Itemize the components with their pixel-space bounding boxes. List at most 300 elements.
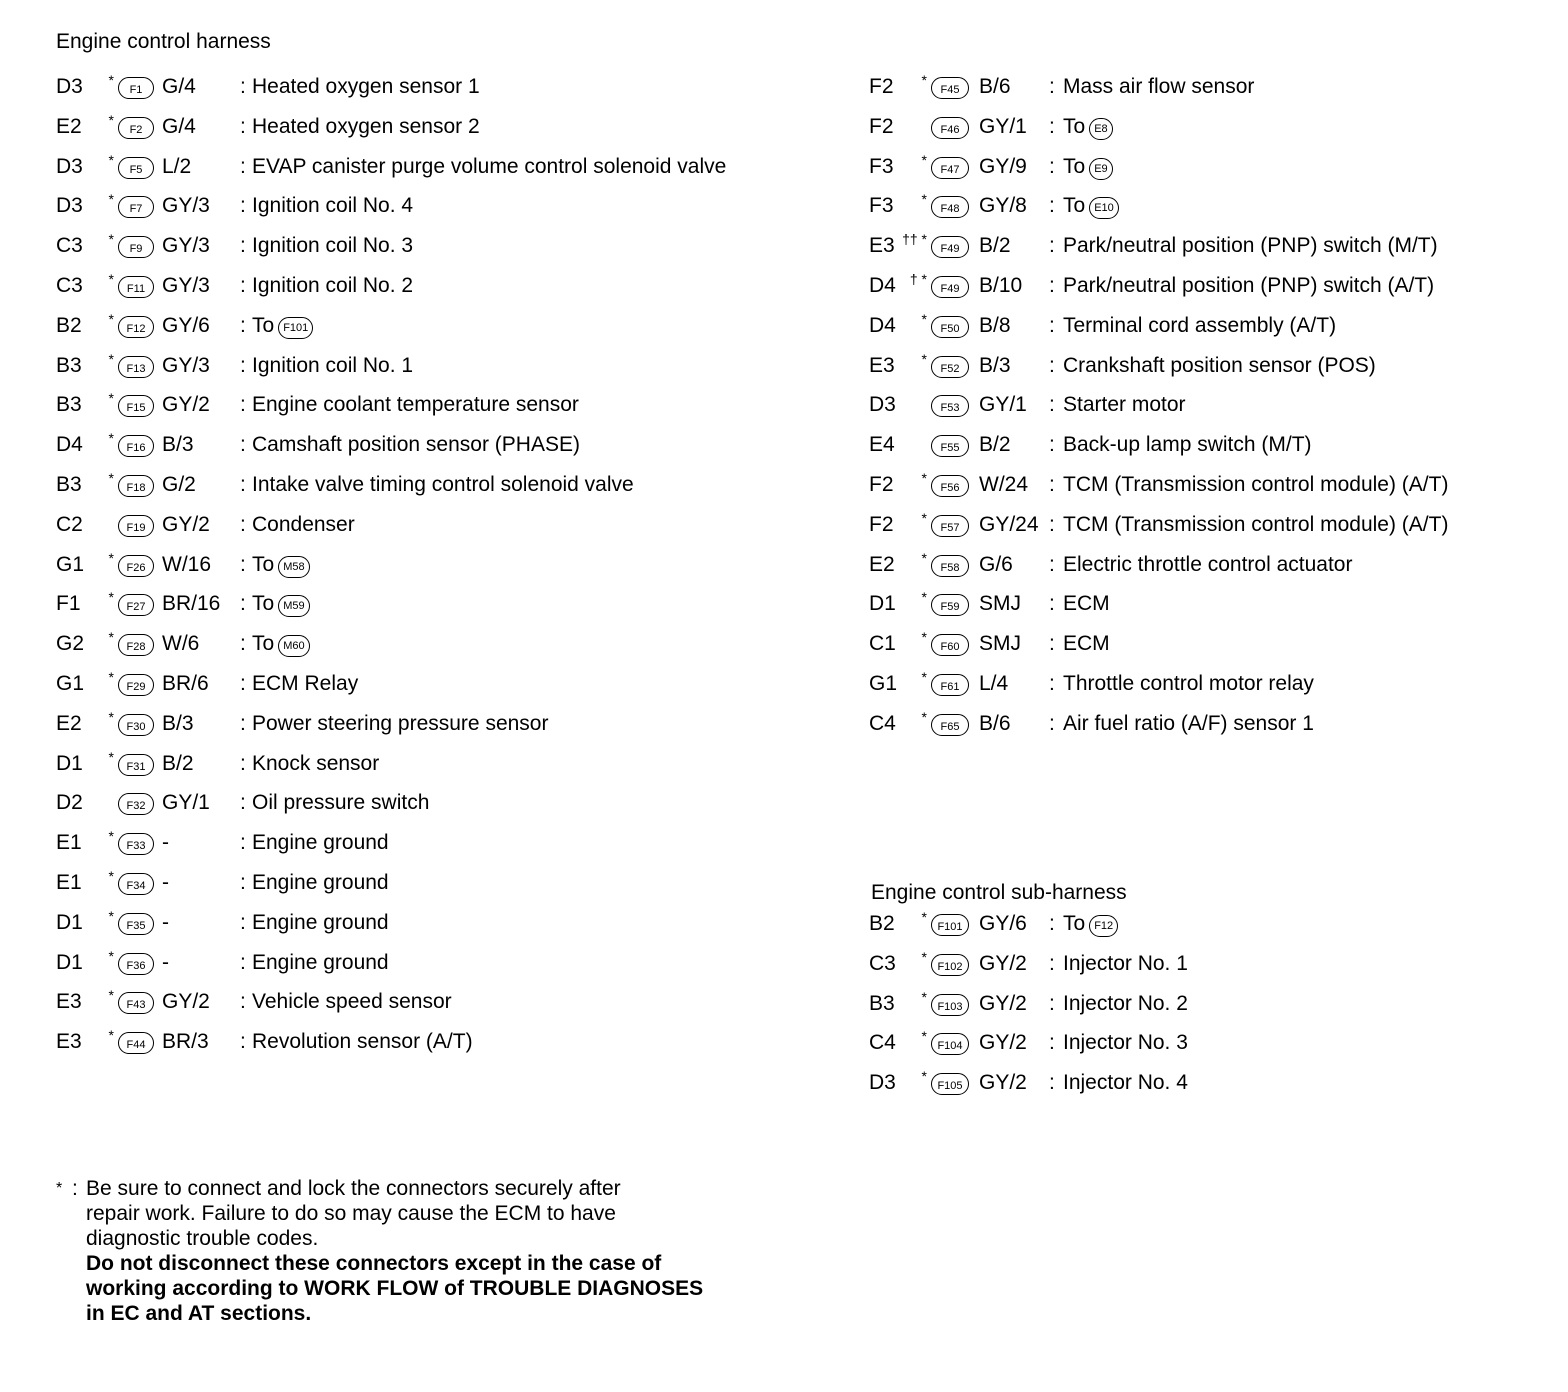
grid-location: C3 <box>56 234 83 258</box>
connector-row <box>869 231 1529 274</box>
separator-colon: : <box>1049 75 1055 98</box>
connector-row <box>869 115 1529 155</box>
connector-number: F19 <box>118 515 154 537</box>
separator-colon: : <box>1049 114 1055 138</box>
separator-colon: : <box>240 114 246 138</box>
connector-description <box>1063 194 1119 219</box>
grid-location: E3 <box>869 353 895 377</box>
separator-colon: : <box>240 313 246 337</box>
connector-row <box>869 350 1529 394</box>
separator-colon: : <box>240 353 246 377</box>
connector-number: F65 <box>931 714 969 736</box>
connector-description <box>252 393 579 417</box>
connector-spec: GY/2 <box>162 990 210 1014</box>
connector-description <box>1063 115 1113 140</box>
footnote-warning-2: working according to WORK FLOW of TROUBLE DIAGNOSES <box>86 1277 704 1300</box>
connector-number: F48 <box>931 196 969 218</box>
description-text: To <box>1063 912 1086 935</box>
connector-spec: GY/9 <box>979 154 1027 178</box>
connector-note-mark: * <box>108 828 114 845</box>
connector-description <box>252 672 358 696</box>
grid-location: E2 <box>869 552 895 576</box>
connector-note-mark: * <box>921 589 927 606</box>
connector-row <box>56 390 816 433</box>
connector-description <box>1063 632 1110 656</box>
connector-spec: G/4 <box>162 75 196 98</box>
connector-spec: L/2 <box>162 154 192 178</box>
connector-number: F1 <box>118 77 154 99</box>
connector-number: F49 <box>931 276 969 298</box>
grid-location: D4 <box>869 313 896 337</box>
connector-row <box>56 231 816 274</box>
description-text: Revolution sensor (A/T) <box>252 1030 473 1054</box>
description-text: EVAP canister purge volume control solenoid valve <box>252 154 727 178</box>
description-text: To <box>252 313 275 337</box>
connector-note-mark: * <box>108 987 114 1004</box>
connector-spec: B/2 <box>979 234 1011 258</box>
connector-number: F43 <box>118 992 154 1014</box>
connector-note-mark: * <box>108 867 114 884</box>
connector-row <box>56 111 816 155</box>
separator-colon: : <box>240 393 246 417</box>
connector-number: F36 <box>118 953 154 975</box>
connector-spec: B/2 <box>979 433 1011 457</box>
connector-row <box>56 151 816 195</box>
description-text: TCM (Transmission control module) (A/T) <box>1063 472 1449 496</box>
description-text: Starter motor <box>1063 393 1186 417</box>
description-text: ECM Relay <box>252 671 359 695</box>
description-text: Injector No. 1 <box>1063 951 1188 975</box>
connector-number: F56 <box>931 475 969 497</box>
grid-location: E4 <box>869 433 895 457</box>
connector-number: F9 <box>118 236 154 258</box>
separator-colon: : <box>240 711 246 735</box>
connector-spec: SMJ <box>979 632 1021 656</box>
description-text: Power steering pressure sensor <box>252 711 549 735</box>
connector-description <box>252 314 313 339</box>
description-text: Engine coolant temperature sensor <box>252 393 579 417</box>
grid-location: F2 <box>869 472 894 496</box>
connector-description <box>252 592 310 617</box>
connector-note-mark: * <box>108 947 114 964</box>
connector-number: F58 <box>931 555 969 577</box>
grid-location: B2 <box>869 912 895 935</box>
connector-description <box>252 831 389 855</box>
connector-spec: B/2 <box>162 751 194 775</box>
grid-location: B2 <box>56 313 82 337</box>
grid-location: E2 <box>56 711 82 735</box>
connector-row <box>869 668 1529 712</box>
grid-location: D1 <box>56 751 83 775</box>
connector-number: F15 <box>118 395 154 417</box>
connector-number: F104 <box>931 1033 969 1055</box>
connector-note-mark: * <box>921 549 927 566</box>
connector-row <box>869 708 1529 752</box>
connector-spec: GY/1 <box>979 393 1027 417</box>
separator-colon: : <box>240 831 246 855</box>
sub-heading: Engine control sub-harness <box>871 881 1127 904</box>
connector-row <box>56 987 816 1030</box>
connector-description <box>252 990 452 1014</box>
connector-note-mark: * <box>108 549 114 566</box>
connector-number: F27 <box>118 594 154 616</box>
separator-colon: : <box>1049 313 1055 337</box>
description-text: Camshaft position sensor (PHASE) <box>252 433 580 457</box>
description-text: Heated oxygen sensor 2 <box>252 114 480 138</box>
connector-spec: - <box>162 870 169 894</box>
description-text: Ignition coil No. 4 <box>252 194 414 218</box>
connector-description <box>252 911 389 935</box>
connector-row <box>56 708 816 752</box>
connector-spec: W/6 <box>162 632 200 656</box>
connector-row <box>869 72 1529 115</box>
connector-number: F52 <box>931 356 969 378</box>
connector-number: F103 <box>931 994 969 1016</box>
connector-spec: W/24 <box>979 472 1029 496</box>
description-text: Injector No. 2 <box>1063 991 1188 1015</box>
connector-note-mark: * <box>108 1027 114 1044</box>
connector-number: F34 <box>118 873 154 895</box>
separator-colon: : <box>1049 512 1055 536</box>
connector-row <box>56 270 816 314</box>
connector-spec: GY/2 <box>162 512 210 536</box>
connector-description <box>1063 1031 1188 1055</box>
connector-note-mark: * <box>108 270 114 287</box>
connector-number: F60 <box>931 634 969 656</box>
connector-description <box>252 75 480 99</box>
connector-spec: GY/3 <box>162 353 210 377</box>
destination-connector: M60 <box>278 635 309 657</box>
connector-description <box>1063 1071 1188 1095</box>
separator-colon: : <box>1049 393 1055 417</box>
connector-spec: GY/24 <box>979 512 1039 536</box>
connector-number: F45 <box>931 77 969 99</box>
connector-number: F30 <box>118 714 154 736</box>
connector-description <box>1063 712 1314 736</box>
destination-connector: F101 <box>278 317 313 339</box>
connector-row <box>869 270 1529 314</box>
connector-note-mark: * <box>108 629 114 646</box>
separator-colon: : <box>240 273 246 297</box>
connector-spec: G/6 <box>979 552 1013 576</box>
connector-number: F7 <box>118 196 154 218</box>
description-text: To <box>1063 154 1086 178</box>
connector-number: F55 <box>931 435 969 457</box>
description-text: Intake valve timing control solenoid valve <box>252 472 634 496</box>
grid-location: D3 <box>869 393 896 417</box>
connector-spec: GY/2 <box>979 991 1027 1015</box>
connector-number: F101 <box>931 914 969 936</box>
grid-location: F1 <box>56 592 81 616</box>
connector-description <box>252 155 726 179</box>
description-text: Crankshaft position sensor (POS) <box>1063 353 1376 377</box>
description-text: Terminal cord assembly (A/T) <box>1063 313 1337 337</box>
connector-description <box>1063 912 1118 937</box>
connector-note-mark: * <box>108 708 114 725</box>
connector-note-mark: * <box>108 430 114 447</box>
connector-description <box>252 951 389 975</box>
connector-spec: G/2 <box>162 472 196 496</box>
separator-colon: : <box>1049 671 1055 695</box>
destination-connector: E10 <box>1089 197 1119 219</box>
connector-row <box>56 513 816 553</box>
description-text: Engine ground <box>252 831 389 855</box>
connector-description <box>252 553 310 578</box>
connector-spec: - <box>162 950 169 974</box>
connector-note-mark: * <box>108 350 114 367</box>
separator-colon: : <box>240 552 246 576</box>
connector-description <box>252 473 634 497</box>
connector-number: F18 <box>118 475 154 497</box>
connector-spec: GY/8 <box>979 194 1027 218</box>
separator-colon: : <box>240 791 246 815</box>
connector-note-mark: * <box>108 668 114 685</box>
description-text: Electric throttle control actuator <box>1063 552 1353 576</box>
connector-note-mark: * <box>108 191 114 208</box>
connector-number: F11 <box>118 276 154 298</box>
connector-spec: GY/1 <box>162 791 210 815</box>
connector-description <box>1063 433 1312 457</box>
connector-row <box>56 469 816 513</box>
connector-note-mark: * <box>921 909 927 925</box>
grid-location: C4 <box>869 711 896 735</box>
connector-description <box>252 791 429 815</box>
description-text: Oil pressure switch <box>252 791 430 815</box>
connector-description <box>1063 513 1448 537</box>
connector-description <box>252 1030 473 1054</box>
connector-number: F31 <box>118 754 154 776</box>
grid-location: E2 <box>56 114 82 138</box>
separator-colon: : <box>240 194 246 218</box>
description-text: Mass air flow sensor <box>1063 75 1255 98</box>
connector-row <box>56 629 816 672</box>
connector-description <box>1063 992 1188 1016</box>
connector-description <box>1063 234 1438 258</box>
separator-colon: : <box>1049 234 1055 258</box>
connector-row <box>869 948 1529 992</box>
connector-note-mark: * <box>108 907 114 924</box>
connector-row <box>56 668 816 712</box>
destination-connector: E8 <box>1089 118 1112 140</box>
connector-number: F32 <box>118 793 154 815</box>
connector-number: F29 <box>118 674 154 696</box>
connector-spec: GY/2 <box>979 951 1027 975</box>
connector-row <box>869 433 1529 473</box>
separator-colon: : <box>240 910 246 934</box>
grid-location: D3 <box>56 154 83 178</box>
connector-spec: GY/3 <box>162 194 210 218</box>
description-text: Air fuel ratio (A/F) sensor 1 <box>1063 711 1314 735</box>
grid-location: D3 <box>869 1071 896 1095</box>
grid-location: F3 <box>869 194 894 218</box>
destination-connector: E9 <box>1089 158 1112 180</box>
connector-spec: L/4 <box>979 671 1009 695</box>
connector-spec: W/16 <box>162 552 212 576</box>
separator-colon: : <box>1049 912 1055 935</box>
grid-location: G1 <box>869 671 898 695</box>
separator-colon: : <box>1049 1071 1055 1095</box>
connector-description <box>252 274 413 298</box>
connector-row <box>869 589 1529 632</box>
connector-spec: GY/3 <box>162 273 210 297</box>
connector-note-mark: †† * <box>902 231 927 248</box>
grid-location: B3 <box>56 353 82 377</box>
connector-number: F105 <box>931 1073 969 1095</box>
connector-spec: B/3 <box>162 711 194 735</box>
connector-number: F49 <box>931 236 969 258</box>
grid-location: D3 <box>56 194 83 218</box>
grid-location: C1 <box>869 632 896 656</box>
connector-number: F44 <box>118 1032 154 1054</box>
footnote-warning-3: in EC and AT sections. <box>86 1302 312 1325</box>
connector-description <box>1063 75 1254 99</box>
connector-row <box>56 748 816 792</box>
separator-colon: : <box>1049 552 1055 576</box>
connector-description <box>1063 553 1352 577</box>
connector-row <box>56 1027 816 1070</box>
description-text: Engine ground <box>252 950 389 974</box>
separator-colon: : <box>240 433 246 457</box>
connector-description <box>1063 274 1434 298</box>
separator-colon: : <box>1049 353 1055 377</box>
description-text: To <box>1063 114 1086 138</box>
grid-location: D4 <box>56 433 83 457</box>
description-text: Park/neutral position (PNP) switch (M/T) <box>1063 234 1438 258</box>
connector-description <box>252 752 379 776</box>
grid-location: D1 <box>869 592 896 616</box>
separator-colon: : <box>240 751 246 775</box>
grid-location: F3 <box>869 154 894 178</box>
connector-row <box>56 828 816 871</box>
connector-row <box>869 988 1529 1032</box>
footnote-warning-1: Do not disconnect these connectors except in the case of <box>86 1252 662 1275</box>
connector-note-mark: * <box>921 72 927 88</box>
connector-number: F35 <box>118 913 154 935</box>
connector-note-mark: * <box>921 191 927 208</box>
grid-location: F2 <box>869 75 894 98</box>
separator-colon: : <box>240 1030 246 1054</box>
connector-number: F28 <box>118 634 154 656</box>
connector-spec: GY/2 <box>979 1071 1027 1095</box>
description-text: Injector No. 3 <box>1063 1031 1188 1055</box>
connector-note-mark: * <box>921 948 927 965</box>
connector-note-mark: * <box>108 231 114 248</box>
separator-colon: : <box>240 472 246 496</box>
connector-row <box>869 1068 1529 1111</box>
connector-description <box>252 194 413 218</box>
separator-colon: : <box>1049 632 1055 656</box>
separator-colon: : <box>1049 154 1055 178</box>
connector-spec: B/6 <box>979 711 1011 735</box>
connector-number: F53 <box>931 395 969 417</box>
connector-note-mark: * <box>108 72 114 88</box>
separator-colon: : <box>240 950 246 974</box>
grid-location: B3 <box>56 393 82 417</box>
left-connector-list <box>56 72 816 1070</box>
connector-note-mark: † * <box>909 270 927 287</box>
connector-note-mark: * <box>921 1028 927 1045</box>
separator-colon: : <box>240 234 246 258</box>
connector-spec: GY/6 <box>979 912 1027 935</box>
connector-number: F12 <box>118 316 154 338</box>
grid-location: D2 <box>56 791 83 815</box>
connector-note-mark: * <box>921 708 927 725</box>
description-text: Vehicle speed sensor <box>252 990 452 1014</box>
connector-spec: B/3 <box>162 433 194 457</box>
destination-connector: M59 <box>278 595 309 617</box>
separator-colon: : <box>1049 592 1055 616</box>
connector-row <box>56 589 816 632</box>
connector-note-mark: * <box>108 151 114 168</box>
description-text: Ignition coil No. 1 <box>252 353 414 377</box>
separator-colon: : <box>1049 472 1055 496</box>
connector-description <box>252 433 580 457</box>
separator-colon: : <box>240 592 246 616</box>
grid-location: G1 <box>56 671 85 695</box>
connector-spec: GY/2 <box>162 393 210 417</box>
grid-location: E1 <box>56 831 82 855</box>
connector-row <box>56 430 816 473</box>
connector-spec: SMJ <box>979 592 1021 616</box>
grid-location: C2 <box>56 512 83 536</box>
connector-number: F5 <box>118 157 154 179</box>
connector-row <box>56 310 816 354</box>
connector-row <box>869 549 1529 593</box>
grid-location: D1 <box>56 910 83 934</box>
connector-row <box>869 151 1529 195</box>
description-text: ECM <box>1063 592 1110 616</box>
connector-description <box>1063 314 1336 338</box>
separator-colon: : <box>240 75 246 98</box>
connector-spec: GY/3 <box>162 234 210 258</box>
description-text: Knock sensor <box>252 751 380 775</box>
separator-colon: : <box>1049 711 1055 735</box>
connector-row <box>869 393 1529 433</box>
grid-location: D1 <box>56 950 83 974</box>
separator-colon: : <box>240 512 246 536</box>
grid-location: D4 <box>869 273 896 297</box>
connector-number: F46 <box>931 117 969 139</box>
connector-description <box>1063 672 1314 696</box>
connector-spec: B/3 <box>979 353 1011 377</box>
description-text: ECM <box>1063 632 1110 656</box>
connector-number: F57 <box>931 515 969 537</box>
connector-note-mark: * <box>921 469 927 486</box>
connector-note-mark: * <box>108 390 114 407</box>
destination-connector: F12 <box>1089 915 1118 937</box>
connector-number: F47 <box>931 157 969 179</box>
connector-row <box>56 549 816 593</box>
connector-description <box>1063 155 1113 180</box>
connector-row <box>56 907 816 951</box>
connector-spec: BR/16 <box>162 592 221 616</box>
connector-spec: B/6 <box>979 75 1011 98</box>
connector-spec: - <box>162 831 169 855</box>
grid-location: E3 <box>56 1030 82 1054</box>
footnote <box>56 1176 776 1326</box>
description-text: To <box>1063 194 1086 218</box>
grid-location: E1 <box>56 870 82 894</box>
connector-note-mark: * <box>921 509 927 526</box>
connector-note-mark: * <box>921 629 927 646</box>
right-connector-list <box>869 72 1529 752</box>
description-text: Engine ground <box>252 910 389 934</box>
grid-location: F2 <box>869 114 894 138</box>
connector-spec: G/4 <box>162 114 196 138</box>
separator-colon: : <box>240 671 246 695</box>
grid-location: B3 <box>56 472 82 496</box>
connector-row <box>56 791 816 831</box>
